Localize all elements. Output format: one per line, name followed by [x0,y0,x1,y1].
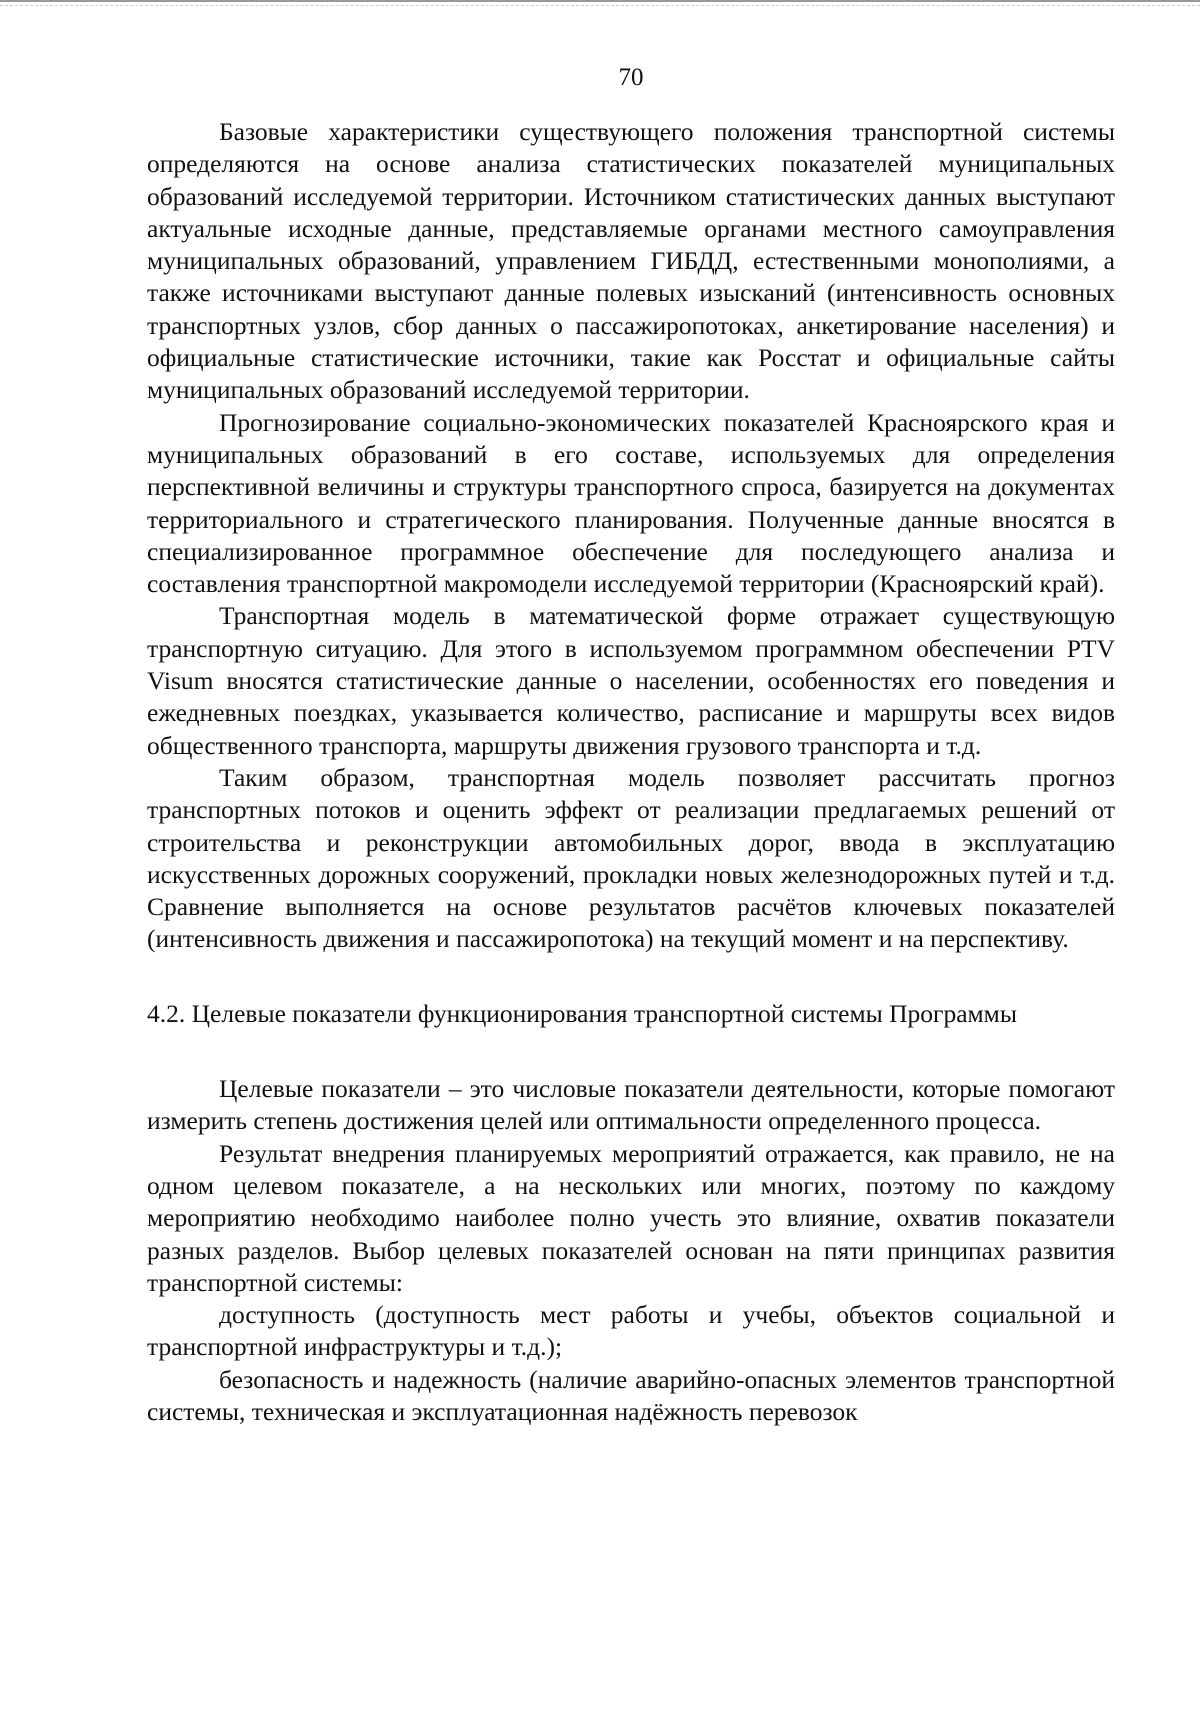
paragraph-baseline-characteristics: Базовые характеристики существующего положения транспортной системы определяются на основе анализа статистических показателей муниципальных образований исследуемой территории. Источником статистических данных выступают актуальные исходные данные, представляемые органами местного самоуправления муниципальных образований, управлением ГИБДД, естественными монополиями, а также источниками выступают данные полевых изысканий (интенсивность основных транспортных узлов, сбор данных о пассажиропотоках, анкетирование населения) и официальные статистические источники, такие как Росстат и официальные сайты муниципальных образований исследуемой территории. [147,117,1115,405]
page-number: 70 [618,64,644,91]
paragraph-target-indicators-definition: Целевые показатели – это числовые показатели деятельности, которые помогают измерить степень достижения целей или оптимальности определенного процесса. [147,1074,1115,1136]
document-page [147,62,1115,1428]
paragraph-implementation-result: Результат внедрения планируемых мероприятий отражается, как правило, не на одном целевом показателе, а на нескольких или многих, поэтому по каждому мероприятию необходимо наиболее полно учесть это влияние, охватив показатели разных разделов. Выбор целевых показателей основан на пяти принципах развития транспортной системы: [147,1138,1115,1297]
paragraph-safety-reliability: безопасность и надежность (наличие аварийно-опасных элементов транспортной системы, техническая и эксплуатационная надёжность перевозок [147,1364,1115,1426]
scan-edge-line [0,0,1200,6]
paragraph-accessibility: доступность (доступность мест работы и учебы, объектов социальной и транспортной инфраструктуры и т.д.); [147,1300,1115,1362]
paragraph-transport-model: Транспортная модель в математической форме отражает существующую транспортную ситуацию. Для этого в используемом программном обеспечении PTV Visum вносятся статистические данные о населении, особенностях его поведения и ежедневных поездках, указывается количество, расписание и маршруты всех видов общественного транспорта, маршруты движения грузового транспорта и т.д. [147,601,1115,760]
section-heading: 4.2. Целевые показатели функционирования транспортной системы Программы [147,998,1017,1028]
paragraph-forecasting: Прогнозирование социально-экономических показателей Красноярского края и муниципальных образований в его составе, используемых для определения перспективной величины и структуры транспортного спроса, базируется на документах территориального и стратегического планирования. Полученные данные вносятся в специализированное программное обеспечение для последующего анализа и составления транспортной макромодели исследуемой территории (Красноярский край). [147,407,1115,599]
paragraph-model-forecast: Таким образом, транспортная модель позволяет рассчитать прогноз транспортных потоков и оценить эффект от реализации предлагаемых решений от строительства и реконструкции автомобильных дорог, ввода в эксплуатацию искусственных дорожных сооружений, прокладки новых железнодорожных путей и т.д. Сравнение выполняется на основе результатов расчётов ключевых показателей (интенсивность движения и пассажиропотока) на текущий момент и на перспективу. [147,762,1115,954]
